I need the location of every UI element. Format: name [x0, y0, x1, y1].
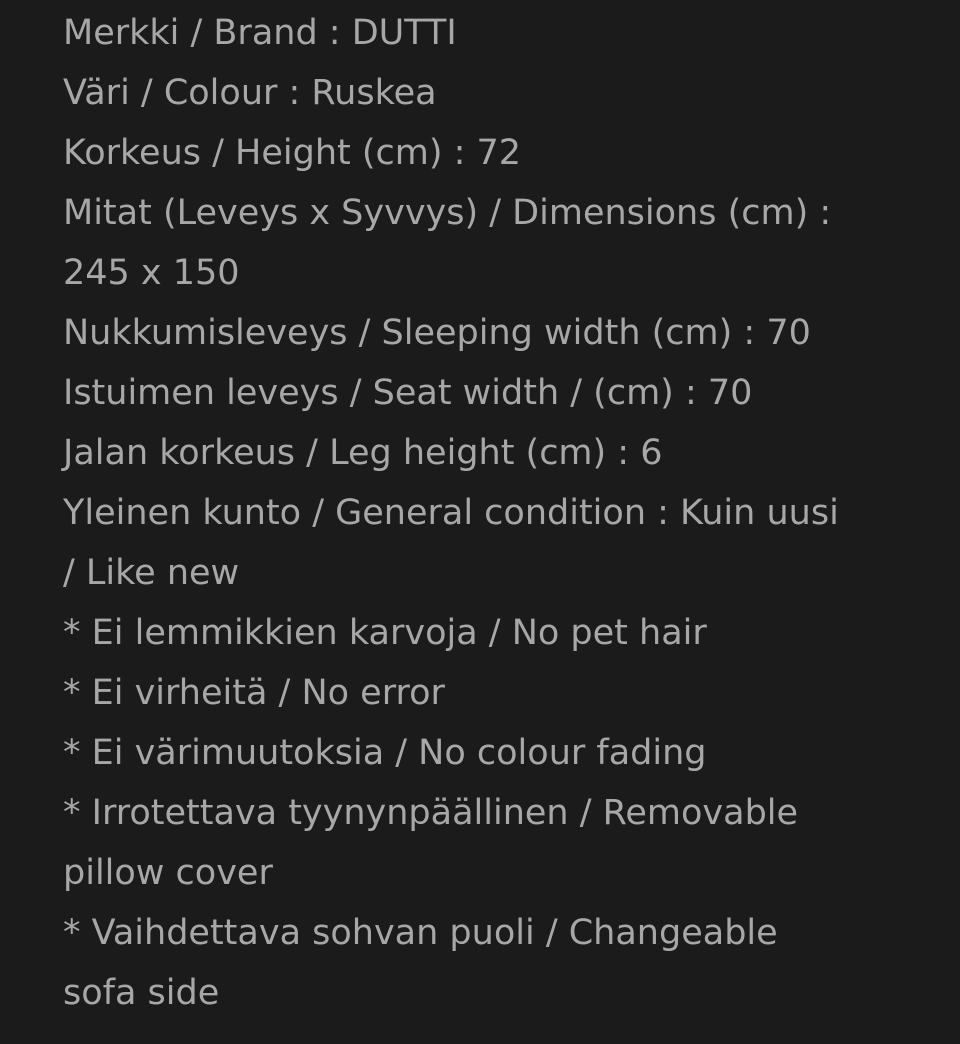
brand-line: Merkki / Brand : DUTTI: [63, 13, 457, 53]
no-pet-hair-line: * Ei lemmikkien karvoja / No pet hair: [63, 613, 707, 653]
changeable-side-continuation-line: sofa side: [63, 973, 220, 1013]
dimensions-value-line: 245 x 150: [63, 253, 240, 293]
dimensions-line: Mitat (Leveys x Syvvys) / Dimensions (cm) :: [63, 193, 832, 233]
leg-height-line: Jalan korkeus / Leg height (cm) : 6: [63, 433, 663, 473]
no-error-line: * Ei virheitä / No error: [63, 673, 445, 713]
removable-cover-continuation-line: pillow cover: [63, 853, 273, 893]
product-description: [63, 3, 923, 1023]
changeable-side-line: * Vaihdettava sohvan puoli / Changeable: [63, 913, 778, 953]
no-colour-fading-line: * Ei värimuutoksia / No colour fading: [63, 733, 707, 773]
height-line: Korkeus / Height (cm) : 72: [63, 133, 522, 173]
sleeping-width-line: Nukkumisleveys / Sleeping width (cm) : 70: [63, 313, 811, 353]
condition-line: Yleinen kunto / General condition : Kuin uusi: [63, 493, 839, 533]
seat-width-line: Istuimen leveys / Seat width / (cm) : 70: [63, 373, 753, 413]
condition-continuation-line: / Like new: [63, 553, 240, 593]
removable-cover-line: * Irrotettava tyynynpäällinen / Removable: [63, 793, 799, 833]
colour-line: Väri / Colour : Ruskea: [63, 73, 437, 113]
